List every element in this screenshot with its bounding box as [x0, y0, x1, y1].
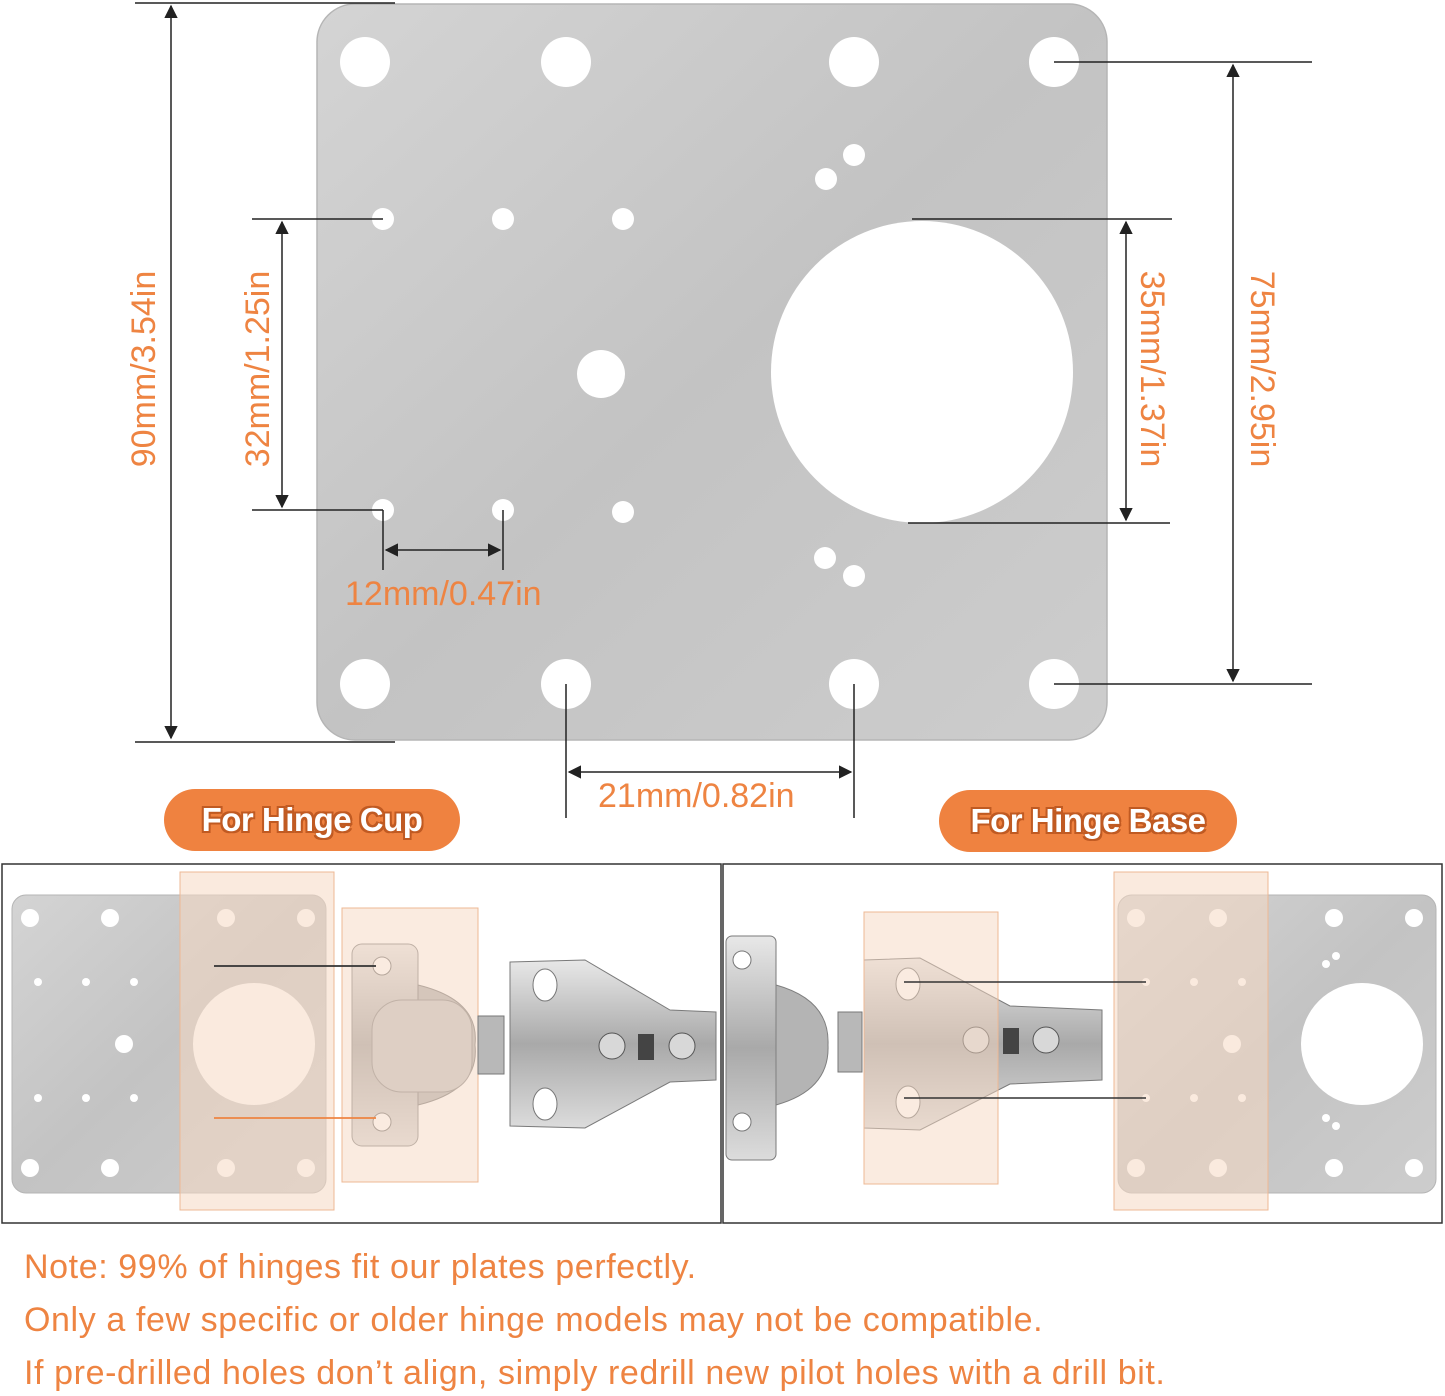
large-hole-diameter-label: 35mm/1.37in	[1133, 270, 1171, 468]
note-line-3: If pre-drilled holes don’t align, simply redrill new pilot holes with a drill bit.	[24, 1354, 1166, 1392]
overall-height-label: 90mm/3.54in	[125, 270, 163, 468]
bottom-hole-spacing-label: 21mm/0.82in	[598, 777, 795, 815]
large-cup-hole	[771, 221, 1073, 523]
cup-highlight	[180, 872, 334, 1210]
base-hinge-highlight	[864, 912, 998, 1184]
main-plate	[317, 4, 1107, 740]
hinge-cup-badge: For Hinge Cup	[164, 789, 460, 851]
note-line-1: Note: 99% of hinges fit our plates perfectly.	[24, 1248, 697, 1286]
note-line-2: Only a few specific or older hinge models may not be compatible.	[24, 1301, 1044, 1339]
hinge-base-badge: For Hinge Base	[939, 790, 1237, 852]
base-highlight	[1114, 872, 1268, 1210]
mounting-hole-span-label: 75mm/2.95in	[1243, 270, 1281, 468]
cup-hinge-highlight	[342, 908, 478, 1182]
small-hole-spacing-label: 12mm/0.47in	[345, 575, 542, 613]
cup-hole-spacing-label: 32mm/1.25in	[239, 270, 277, 468]
